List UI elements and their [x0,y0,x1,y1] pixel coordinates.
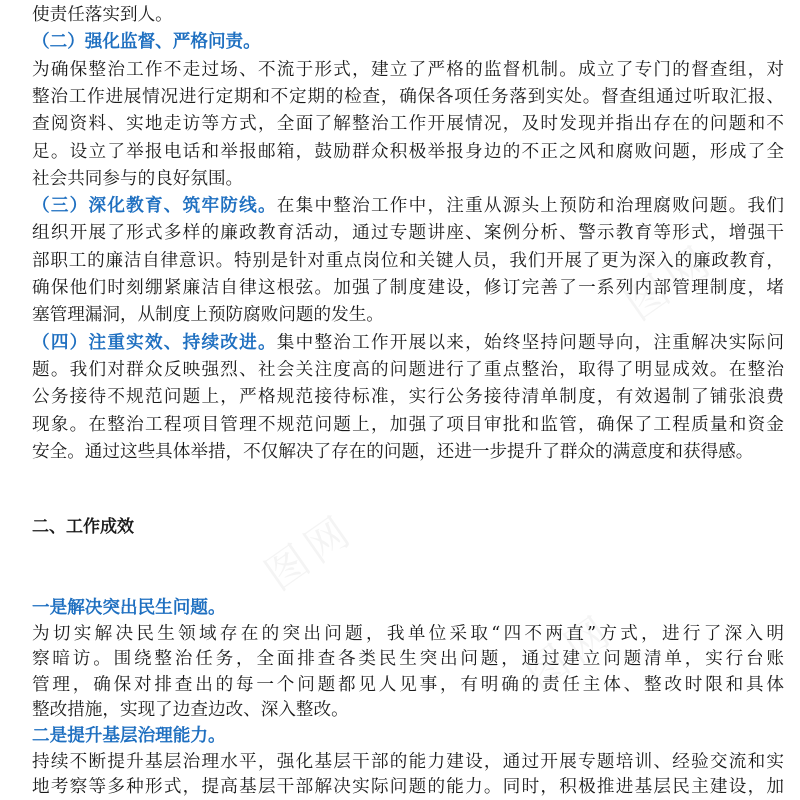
watermark-mark: 图网 [516,604,623,700]
watermark-mark: 图网 [616,234,723,330]
paragraph-line: 为切实解决民生领域存在的突出问题，我单位采取“四不两直”方式，进行了深入明 [32,624,784,644]
subsection-heading: 一是解决突出民生问题。 [32,598,226,618]
paragraph-line: 确保他们时刻绷紧廉洁自律这根弦。加强了制度建设，修订完善了一系列内部管理制度，堵 [32,278,784,298]
paragraph-line: 使责任落实到人。 [32,5,173,25]
paragraph-heading: （二）强化监督、严格问责。 [32,31,261,52]
paragraph-line: 现象。在整治工程项目管理不规范问题上，加强了项目审批和监管，确保了工程质量和资金 [32,415,784,435]
paragraph-line: 题。我们对群众反映强烈、社会关注度高的问题进行了重点整治，取得了明显成效。在整治 [32,360,784,380]
watermark-mark: 图网 [256,504,363,600]
paragraph-line [32,192,784,220]
paragraph-line: 足。设立了举报电话和举报邮箱，鼓励群众积极举报身边的不正之风和腐败问题，形成了全 [32,142,784,162]
paragraph-line: 安全。通过这些具体举措，不仅解决了存在的问题，还进一步提升了群众的满意度和获得感。 [32,442,754,462]
section-title: 二、工作成效 [32,517,134,537]
paragraph-text: 在集中整治工作中，注重从源头上预防和治理腐败问题。我们 [276,196,784,216]
paragraph-text: 集中整治工作开展以来，始终坚持问题导向，注重解决实际问 [276,333,784,353]
paragraph-line: 公务接待不规范问题上，严格规范接待标准，实行公务接待清单制度，有效遏制了铺张浪费 [32,387,784,407]
paragraph-line: 持续不断提升基层治理水平，强化基层干部的能力建设，通过开展专题培训、经验交流和实 [32,752,784,772]
paragraph-line: 社会共同参与的良好氛围。 [32,169,244,189]
paragraph-line: 管理，确保对排查出的每一个问题都见人见事，有明确的责任主体、整改时限和具体 [32,675,784,695]
subsection-heading: 二是提升基层治理能力。 [32,726,226,746]
paragraph-line: 部职工的廉洁自律意识。特别是针对重点岗位和关键人员，我们开展了更为深入的廉政教育， [32,251,784,271]
paragraph-line: 查阅资料、实地走访等方式，全面了解整治工作开展情况，及时发现并指出存在的问题和不 [32,114,784,134]
paragraph-line: 组织开展了形式多样的廉政教育活动，通过专题讲座、案例分析、警示教育等形式，增强干 [32,223,784,243]
paragraph-line: 察暗访。围绕整治任务，全面排查各类民生突出问题，通过建立问题清单，实行台账 [32,649,784,669]
paragraph-line: 塞管理漏洞，从制度上预防腐败问题的发生。 [32,305,384,325]
paragraph-line: 地考察等多种形式，提高基层干部解决实际问题的能力。同时，积极推进基层民主建设，加 [32,777,784,797]
paragraph-line: 为确保整治工作不走过场、不流于形式，建立了严格的监督机制。成立了专门的督查组，对 [32,60,784,80]
paragraph-heading: （三）深化教育、筑牢防线。 [32,195,277,216]
paragraph-line: 整治工作进展情况进行定期和不定期的检查，确保各项任务落到实处。督查组通过听取汇报、 [32,87,784,107]
paragraph-line: 整改措施，实现了边查边改、深入整改。 [32,700,349,720]
paragraph-heading: （四）注重实效、持续改进。 [32,332,277,353]
paragraph-line [32,329,784,357]
